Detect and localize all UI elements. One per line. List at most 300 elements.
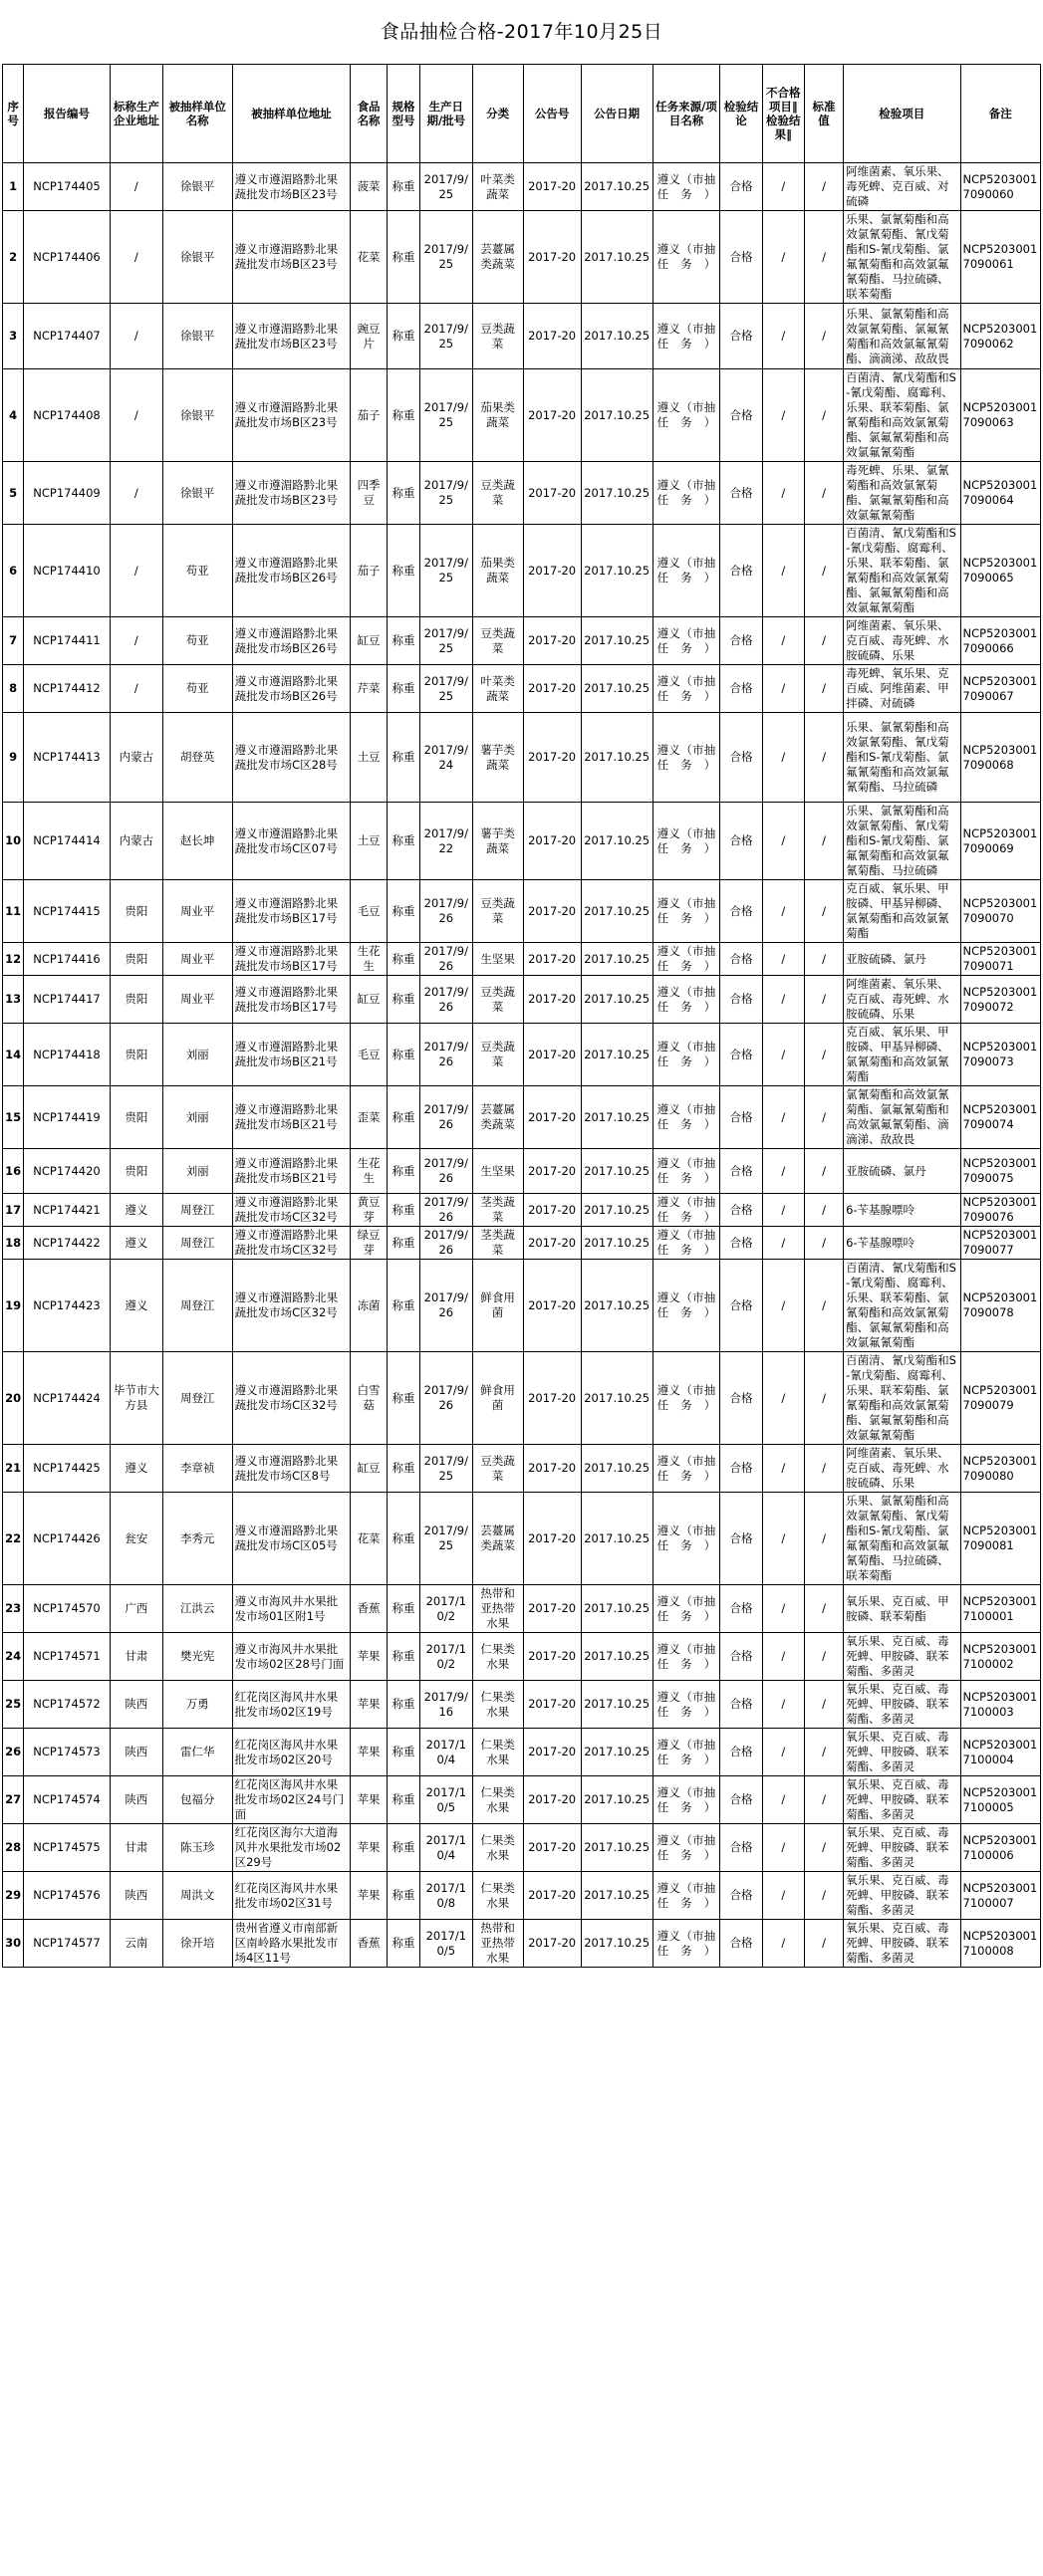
row-production-date: 2017/9/25 [419, 304, 472, 369]
row-remarks: NCP52030017090072 [960, 976, 1041, 1024]
row-failed-items: / [762, 617, 804, 665]
row-test-items: 阿维菌素、氧乐果、克百威、毒死蜱、水胺硫磷、乐果 [844, 1445, 960, 1493]
row-notice-no: 2017-20 [523, 1920, 581, 1968]
row-standard: / [804, 462, 843, 525]
row-unit-address: 遵义市遵湄路黔北果蔬批发市场C区07号 [232, 803, 350, 880]
row-unit-name: 苟亚 [162, 525, 232, 617]
row-unit-address: 红花岗区海风井水果批发市场02区20号 [232, 1729, 350, 1776]
row-standard: / [804, 1824, 843, 1872]
row-origin: / [110, 211, 162, 304]
row-seq: 28 [3, 1824, 24, 1872]
row-food-name: 苹果 [351, 1729, 388, 1776]
row-category: 仁果类水果 [472, 1681, 523, 1729]
row-seq: 8 [3, 665, 24, 713]
row-production-date: 2017/9/25 [419, 1445, 472, 1493]
row-seq: 27 [3, 1776, 24, 1824]
row-food-name: 芹菜 [351, 665, 388, 713]
row-remarks: NCP52030017090062 [960, 304, 1041, 369]
row-category: 热带和亚热带水果 [472, 1920, 523, 1968]
row-spec: 称重 [388, 1024, 420, 1086]
row-conclusion: 合格 [720, 1260, 762, 1352]
row-test-items: 克百威、氧乐果、甲胺磷、甲基异柳磷、氯氰菊酯和高效氯氰菊酯 [844, 880, 960, 943]
row-origin: 陕西 [110, 1776, 162, 1824]
row-conclusion: 合格 [720, 462, 762, 525]
row-food-name: 绿豆芽 [351, 1227, 388, 1260]
row-failed-items: / [762, 462, 804, 525]
row-origin: 贵阳 [110, 1024, 162, 1086]
header-unit-name: 被抽样单位名称 [162, 65, 232, 163]
row-seq: 5 [3, 462, 24, 525]
row-food-name: 菠菜 [351, 163, 388, 211]
row-test-items: 亚胺硫磷、氯丹 [844, 943, 960, 976]
row-notice-date: 2017.10.25 [581, 1149, 652, 1194]
row-food-name: 毛豆 [351, 1024, 388, 1086]
row-origin: 贵阳 [110, 880, 162, 943]
row-seq: 15 [3, 1086, 24, 1149]
table-row [3, 1227, 1041, 1260]
row-spec: 称重 [388, 1260, 420, 1352]
row-notice-no: 2017-20 [523, 1633, 581, 1681]
row-spec: 称重 [388, 163, 420, 211]
row-failed-items: / [762, 665, 804, 713]
row-standard: / [804, 803, 843, 880]
table-body [3, 163, 1041, 1968]
row-conclusion: 合格 [720, 211, 762, 304]
row-origin: 甘肃 [110, 1633, 162, 1681]
row-task-source: 遵义（市抽任务） [652, 880, 720, 943]
row-notice-no: 2017-20 [523, 803, 581, 880]
row-notice-no: 2017-20 [523, 1493, 581, 1585]
header-food-name: 食品名称 [351, 65, 388, 163]
row-test-items: 6-苄基腺嘌呤 [844, 1194, 960, 1227]
row-origin: 贵阳 [110, 976, 162, 1024]
row-report-no: NCP174424 [24, 1352, 111, 1445]
row-remarks: NCP52030017090063 [960, 369, 1041, 462]
row-production-date: 2017/9/16 [419, 1681, 472, 1729]
row-standard: / [804, 369, 843, 462]
row-conclusion: 合格 [720, 304, 762, 369]
row-unit-address: 遵义市遵湄路黔北果蔬批发市场B区17号 [232, 976, 350, 1024]
row-remarks: NCP52030017100002 [960, 1633, 1041, 1681]
row-notice-date: 2017.10.25 [581, 525, 652, 617]
row-notice-date: 2017.10.25 [581, 369, 652, 462]
row-category: 茄果类蔬菜 [472, 525, 523, 617]
table-row [3, 803, 1041, 880]
row-report-no: NCP174415 [24, 880, 111, 943]
row-category: 芸薹属类蔬菜 [472, 1493, 523, 1585]
row-food-name: 白雪菇 [351, 1352, 388, 1445]
row-notice-date: 2017.10.25 [581, 1681, 652, 1729]
row-remarks: NCP52030017090074 [960, 1086, 1041, 1149]
row-notice-no: 2017-20 [523, 665, 581, 713]
row-production-date: 2017/9/25 [419, 1493, 472, 1585]
row-spec: 称重 [388, 1681, 420, 1729]
row-failed-items: / [762, 1024, 804, 1086]
row-notice-date: 2017.10.25 [581, 211, 652, 304]
row-notice-date: 2017.10.25 [581, 1920, 652, 1968]
row-conclusion: 合格 [720, 1872, 762, 1920]
row-notice-date: 2017.10.25 [581, 304, 652, 369]
row-seq: 29 [3, 1872, 24, 1920]
row-unit-address: 贵州省遵义市南部新区南岭路水果批发市场4区11号 [232, 1920, 350, 1968]
table-row [3, 713, 1041, 803]
row-test-items: 乐果、氯氰菊酯和高效氯氰菊酯、氰戊菊酯和S-氰戊菊酯、氯氟氰菊酯和高效氯氟氰菊酯、马拉硫磷 [844, 803, 960, 880]
row-unit-name: 陈玉珍 [162, 1824, 232, 1872]
row-task-source: 遵义（市抽任务） [652, 1260, 720, 1352]
row-unit-address: 遵义市遵湄路黔北果蔬批发市场B区23号 [232, 462, 350, 525]
row-unit-name: 刘丽 [162, 1024, 232, 1086]
row-standard: / [804, 1729, 843, 1776]
row-unit-address: 遵义市遵湄路黔北果蔬批发市场C区05号 [232, 1493, 350, 1585]
row-category: 豆类蔬菜 [472, 976, 523, 1024]
row-standard: / [804, 1086, 843, 1149]
row-spec: 称重 [388, 880, 420, 943]
row-production-date: 2017/10/2 [419, 1633, 472, 1681]
row-task-source: 遵义（市抽任务） [652, 943, 720, 976]
row-remarks: NCP52030017100005 [960, 1776, 1041, 1824]
row-spec: 称重 [388, 304, 420, 369]
row-conclusion: 合格 [720, 1729, 762, 1776]
row-standard: / [804, 943, 843, 976]
table-row [3, 1824, 1041, 1872]
row-unit-address: 红花岗区海风井水果批发市场02区19号 [232, 1681, 350, 1729]
table-row [3, 163, 1041, 211]
row-remarks: NCP52030017090069 [960, 803, 1041, 880]
row-unit-name: 周登江 [162, 1260, 232, 1352]
row-origin: 陕西 [110, 1729, 162, 1776]
row-unit-name: 雷仁华 [162, 1729, 232, 1776]
row-production-date: 2017/9/26 [419, 1227, 472, 1260]
row-standard: / [804, 1352, 843, 1445]
row-origin: 甘肃 [110, 1824, 162, 1872]
row-notice-date: 2017.10.25 [581, 1872, 652, 1920]
row-seq: 24 [3, 1633, 24, 1681]
table-row [3, 211, 1041, 304]
row-spec: 称重 [388, 1633, 420, 1681]
row-task-source: 遵义（市抽任务） [652, 1086, 720, 1149]
row-spec: 称重 [388, 1194, 420, 1227]
row-notice-no: 2017-20 [523, 369, 581, 462]
row-origin: 贵阳 [110, 1149, 162, 1194]
header-remarks: 备注 [960, 65, 1041, 163]
row-seq: 16 [3, 1149, 24, 1194]
row-task-source: 遵义（市抽任务） [652, 803, 720, 880]
row-unit-name: 周业平 [162, 943, 232, 976]
row-notice-date: 2017.10.25 [581, 1776, 652, 1824]
row-task-source: 遵义（市抽任务） [652, 1149, 720, 1194]
header-production-date: 生产日期/批号 [419, 65, 472, 163]
row-conclusion: 合格 [720, 1493, 762, 1585]
row-origin: 遵义 [110, 1227, 162, 1260]
row-origin: 毕节市大方县 [110, 1352, 162, 1445]
row-origin: 贵阳 [110, 1086, 162, 1149]
row-conclusion: 合格 [720, 1920, 762, 1968]
table-header-row [3, 65, 1041, 163]
row-test-items: 阿维菌素、氧乐果、毒死蜱、克百威、对硫磷 [844, 163, 960, 211]
row-origin: / [110, 369, 162, 462]
row-unit-address: 红花岗区海风井水果批发市场02区31号 [232, 1872, 350, 1920]
row-seq: 3 [3, 304, 24, 369]
row-seq: 22 [3, 1493, 24, 1585]
row-unit-name: 苟亚 [162, 665, 232, 713]
row-notice-no: 2017-20 [523, 1585, 581, 1633]
row-failed-items: / [762, 943, 804, 976]
row-seq: 12 [3, 943, 24, 976]
row-category: 仁果类水果 [472, 1729, 523, 1776]
row-test-items: 乐果、氯氰菊酯和高效氯氰菊酯、氰戊菊酯和S-氰戊菊酯、氯氟氰菊酯和高效氯氟氰菊酯、马拉硫磷 [844, 713, 960, 803]
row-report-no: NCP174425 [24, 1445, 111, 1493]
row-task-source: 遵义（市抽任务） [652, 462, 720, 525]
row-production-date: 2017/9/25 [419, 163, 472, 211]
row-task-source: 遵义（市抽任务） [652, 211, 720, 304]
row-unit-address: 遵义市遵湄路黔北果蔬批发市场C区8号 [232, 1445, 350, 1493]
row-spec: 称重 [388, 1493, 420, 1585]
row-spec: 称重 [388, 525, 420, 617]
row-remarks: NCP52030017090073 [960, 1024, 1041, 1086]
row-task-source: 遵义（市抽任务） [652, 1024, 720, 1086]
row-unit-name: 刘丽 [162, 1149, 232, 1194]
row-unit-name: 徐银平 [162, 304, 232, 369]
row-remarks: NCP52030017100007 [960, 1872, 1041, 1920]
row-conclusion: 合格 [720, 525, 762, 617]
row-failed-items: / [762, 713, 804, 803]
row-food-name: 歪菜 [351, 1086, 388, 1149]
row-remarks: NCP52030017090075 [960, 1149, 1041, 1194]
row-category: 仁果类水果 [472, 1824, 523, 1872]
row-seq: 17 [3, 1194, 24, 1227]
row-category: 热带和亚热带水果 [472, 1585, 523, 1633]
inspection-table [2, 64, 1041, 1968]
row-origin: / [110, 462, 162, 525]
row-food-name: 苹果 [351, 1776, 388, 1824]
row-test-items: 氧乐果、克百威、毒死蜱、甲胺磷、联苯菊酯、多菌灵 [844, 1729, 960, 1776]
row-conclusion: 合格 [720, 1681, 762, 1729]
row-notice-date: 2017.10.25 [581, 1729, 652, 1776]
row-notice-no: 2017-20 [523, 1227, 581, 1260]
row-unit-name: 周洪文 [162, 1872, 232, 1920]
row-notice-date: 2017.10.25 [581, 943, 652, 976]
row-notice-date: 2017.10.25 [581, 880, 652, 943]
row-seq: 7 [3, 617, 24, 665]
row-conclusion: 合格 [720, 880, 762, 943]
row-test-items: 克百威、氧乐果、甲胺磷、甲基异柳磷、氯氰菊酯和高效氯氰菊酯 [844, 1024, 960, 1086]
row-test-items: 氧乐果、克百威、毒死蜱、甲胺磷、联苯菊酯、多菌灵 [844, 1776, 960, 1824]
row-unit-address: 遵义市遵湄路黔北果蔬批发市场B区23号 [232, 304, 350, 369]
row-unit-address: 遵义市遵湄路黔北果蔬批发市场B区26号 [232, 665, 350, 713]
row-food-name: 香蕉 [351, 1920, 388, 1968]
row-notice-date: 2017.10.25 [581, 1585, 652, 1633]
row-report-no: NCP174405 [24, 163, 111, 211]
row-category: 薯芋类蔬菜 [472, 803, 523, 880]
row-notice-no: 2017-20 [523, 525, 581, 617]
table-row [3, 1872, 1041, 1920]
table-row [3, 1681, 1041, 1729]
row-production-date: 2017/9/25 [419, 617, 472, 665]
table-row [3, 1194, 1041, 1227]
row-notice-no: 2017-20 [523, 304, 581, 369]
row-failed-items: / [762, 1920, 804, 1968]
header-notice-no: 公告号 [523, 65, 581, 163]
row-task-source: 遵义（市抽任务） [652, 525, 720, 617]
row-failed-items: / [762, 163, 804, 211]
row-unit-name: 徐银平 [162, 369, 232, 462]
row-failed-items: / [762, 1194, 804, 1227]
row-food-name: 苹果 [351, 1824, 388, 1872]
row-test-items: 氧乐果、克百威、毒死蜱、甲胺磷、联苯菊酯、多菌灵 [844, 1872, 960, 1920]
table-row [3, 1920, 1041, 1968]
row-test-items: 百菌清、氰戊菊酯和S-氰戊菊酯、腐霉利、乐果、联苯菊酯、氯氰菊酯和高效氯氰菊酯、氯氟氰菊酯和高效氯氟氰菊酯 [844, 1260, 960, 1352]
table-row [3, 943, 1041, 976]
table-row [3, 462, 1041, 525]
row-seq: 6 [3, 525, 24, 617]
row-notice-no: 2017-20 [523, 1445, 581, 1493]
header-spec: 规格型号 [388, 65, 420, 163]
header-test-items: 检验项目 [844, 65, 960, 163]
row-standard: / [804, 1585, 843, 1633]
row-notice-no: 2017-20 [523, 1729, 581, 1776]
row-category: 鲜食用菌 [472, 1260, 523, 1352]
row-production-date: 2017/9/26 [419, 1352, 472, 1445]
row-report-no: NCP174409 [24, 462, 111, 525]
row-failed-items: / [762, 1585, 804, 1633]
row-task-source: 遵义（市抽任务） [652, 1445, 720, 1493]
row-category: 生坚果 [472, 943, 523, 976]
row-category: 豆类蔬菜 [472, 1024, 523, 1086]
row-report-no: NCP174426 [24, 1493, 111, 1585]
row-failed-items: / [762, 1227, 804, 1260]
row-test-items: 氧乐果、克百威、毒死蜱、甲胺磷、联苯菊酯、多菌灵 [844, 1681, 960, 1729]
row-spec: 称重 [388, 369, 420, 462]
row-food-name: 苹果 [351, 1633, 388, 1681]
row-production-date: 2017/9/26 [419, 1149, 472, 1194]
row-notice-date: 2017.10.25 [581, 713, 652, 803]
row-spec: 称重 [388, 803, 420, 880]
row-spec: 称重 [388, 617, 420, 665]
row-report-no: NCP174406 [24, 211, 111, 304]
row-remarks: NCP52030017090076 [960, 1194, 1041, 1227]
row-failed-items: / [762, 976, 804, 1024]
row-notice-no: 2017-20 [523, 462, 581, 525]
row-report-no: NCP174411 [24, 617, 111, 665]
row-food-name: 土豆 [351, 803, 388, 880]
table-row [3, 617, 1041, 665]
row-origin: 陕西 [110, 1681, 162, 1729]
row-test-items: 百菌清、氰戊菊酯和S-氰戊菊酯、腐霉利、乐果、联苯菊酯、氯氰菊酯和高效氯氰菊酯、氯氟氰菊酯和高效氯氟氰菊酯 [844, 369, 960, 462]
row-conclusion: 合格 [720, 1824, 762, 1872]
row-notice-no: 2017-20 [523, 1681, 581, 1729]
row-unit-name: 周登江 [162, 1352, 232, 1445]
row-production-date: 2017/10/2 [419, 1585, 472, 1633]
row-notice-date: 2017.10.25 [581, 1024, 652, 1086]
row-food-name: 茄子 [351, 525, 388, 617]
row-conclusion: 合格 [720, 1024, 762, 1086]
row-food-name: 豌豆片 [351, 304, 388, 369]
row-unit-address: 遵义市遵湄路黔北果蔬批发市场B区21号 [232, 1086, 350, 1149]
row-seq: 19 [3, 1260, 24, 1352]
row-unit-address: 遵义市遵湄路黔北果蔬批发市场B区26号 [232, 525, 350, 617]
row-origin: 云南 [110, 1920, 162, 1968]
row-task-source: 遵义（市抽任务） [652, 1194, 720, 1227]
row-unit-address: 遵义市遵湄路黔北果蔬批发市场B区17号 [232, 943, 350, 976]
row-task-source: 遵义（市抽任务） [652, 617, 720, 665]
row-remarks: NCP52030017090078 [960, 1260, 1041, 1352]
row-category: 豆类蔬菜 [472, 880, 523, 943]
row-remarks: NCP52030017090070 [960, 880, 1041, 943]
row-standard: / [804, 1260, 843, 1352]
row-origin: 内蒙古 [110, 713, 162, 803]
row-task-source: 遵义（市抽任务） [652, 1227, 720, 1260]
row-seq: 10 [3, 803, 24, 880]
row-test-items: 乐果、氯氰菊酯和高效氯氰菊酯、氰戊菊酯和S-氰戊菊酯、氯氟氰菊酯和高效氯氟氰菊酯、马拉硫磷、联苯菊酯 [844, 211, 960, 304]
row-test-items: 乐果、氯氰菊酯和高效氯氰菊酯、氰戊菊酯和S-氰戊菊酯、氯氟氰菊酯和高效氯氟氰菊酯、马拉硫磷、联苯菊酯 [844, 1493, 960, 1585]
row-remarks: NCP52030017090060 [960, 163, 1041, 211]
row-unit-name: 李章祯 [162, 1445, 232, 1493]
row-conclusion: 合格 [720, 1086, 762, 1149]
row-standard: / [804, 1445, 843, 1493]
row-unit-address: 遵义市遵湄路黔北果蔬批发市场C区32号 [232, 1352, 350, 1445]
row-report-no: NCP174422 [24, 1227, 111, 1260]
row-task-source: 遵义（市抽任务） [652, 1920, 720, 1968]
row-spec: 称重 [388, 976, 420, 1024]
row-notice-date: 2017.10.25 [581, 1194, 652, 1227]
row-food-name: 缸豆 [351, 1445, 388, 1493]
row-standard: / [804, 525, 843, 617]
row-standard: / [804, 304, 843, 369]
row-failed-items: / [762, 1681, 804, 1729]
row-notice-date: 2017.10.25 [581, 803, 652, 880]
row-remarks: NCP52030017100001 [960, 1585, 1041, 1633]
row-origin: 遵义 [110, 1260, 162, 1352]
row-conclusion: 合格 [720, 1633, 762, 1681]
row-standard: / [804, 665, 843, 713]
row-notice-date: 2017.10.25 [581, 1260, 652, 1352]
row-production-date: 2017/10/4 [419, 1729, 472, 1776]
row-notice-date: 2017.10.25 [581, 1824, 652, 1872]
row-food-name: 冻菌 [351, 1260, 388, 1352]
row-food-name: 缸豆 [351, 976, 388, 1024]
row-category: 芸薹属类蔬菜 [472, 1086, 523, 1149]
row-remarks: NCP52030017090067 [960, 665, 1041, 713]
row-food-name: 毛豆 [351, 880, 388, 943]
row-failed-items: / [762, 1633, 804, 1681]
row-seq: 9 [3, 713, 24, 803]
row-seq: 11 [3, 880, 24, 943]
table-row [3, 1086, 1041, 1149]
row-unit-address: 遵义市遵湄路黔北果蔬批发市场B区23号 [232, 211, 350, 304]
row-production-date: 2017/9/26 [419, 880, 472, 943]
row-failed-items: / [762, 304, 804, 369]
row-task-source: 遵义（市抽任务） [652, 665, 720, 713]
row-notice-no: 2017-20 [523, 211, 581, 304]
row-failed-items: / [762, 1824, 804, 1872]
row-conclusion: 合格 [720, 1227, 762, 1260]
header-conclusion: 检验结论 [720, 65, 762, 163]
row-failed-items: / [762, 1776, 804, 1824]
row-test-items: 阿维菌素、氧乐果、克百威、毒死蜱、水胺硫磷、乐果 [844, 976, 960, 1024]
row-standard: / [804, 211, 843, 304]
row-task-source: 遵义（市抽任务） [652, 1776, 720, 1824]
row-notice-no: 2017-20 [523, 976, 581, 1024]
row-test-items: 百菌清、氰戊菊酯和S-氰戊菊酯、腐霉利、乐果、联苯菊酯、氯氰菊酯和高效氯氰菊酯、氯氟氰菊酯和高效氯氟氰菊酯 [844, 1352, 960, 1445]
row-food-name: 缸豆 [351, 617, 388, 665]
row-notice-no: 2017-20 [523, 1024, 581, 1086]
row-report-no: NCP174407 [24, 304, 111, 369]
row-report-no: NCP174573 [24, 1729, 111, 1776]
table-row [3, 1260, 1041, 1352]
row-seq: 14 [3, 1024, 24, 1086]
row-report-no: NCP174408 [24, 369, 111, 462]
row-unit-name: 樊光宪 [162, 1633, 232, 1681]
